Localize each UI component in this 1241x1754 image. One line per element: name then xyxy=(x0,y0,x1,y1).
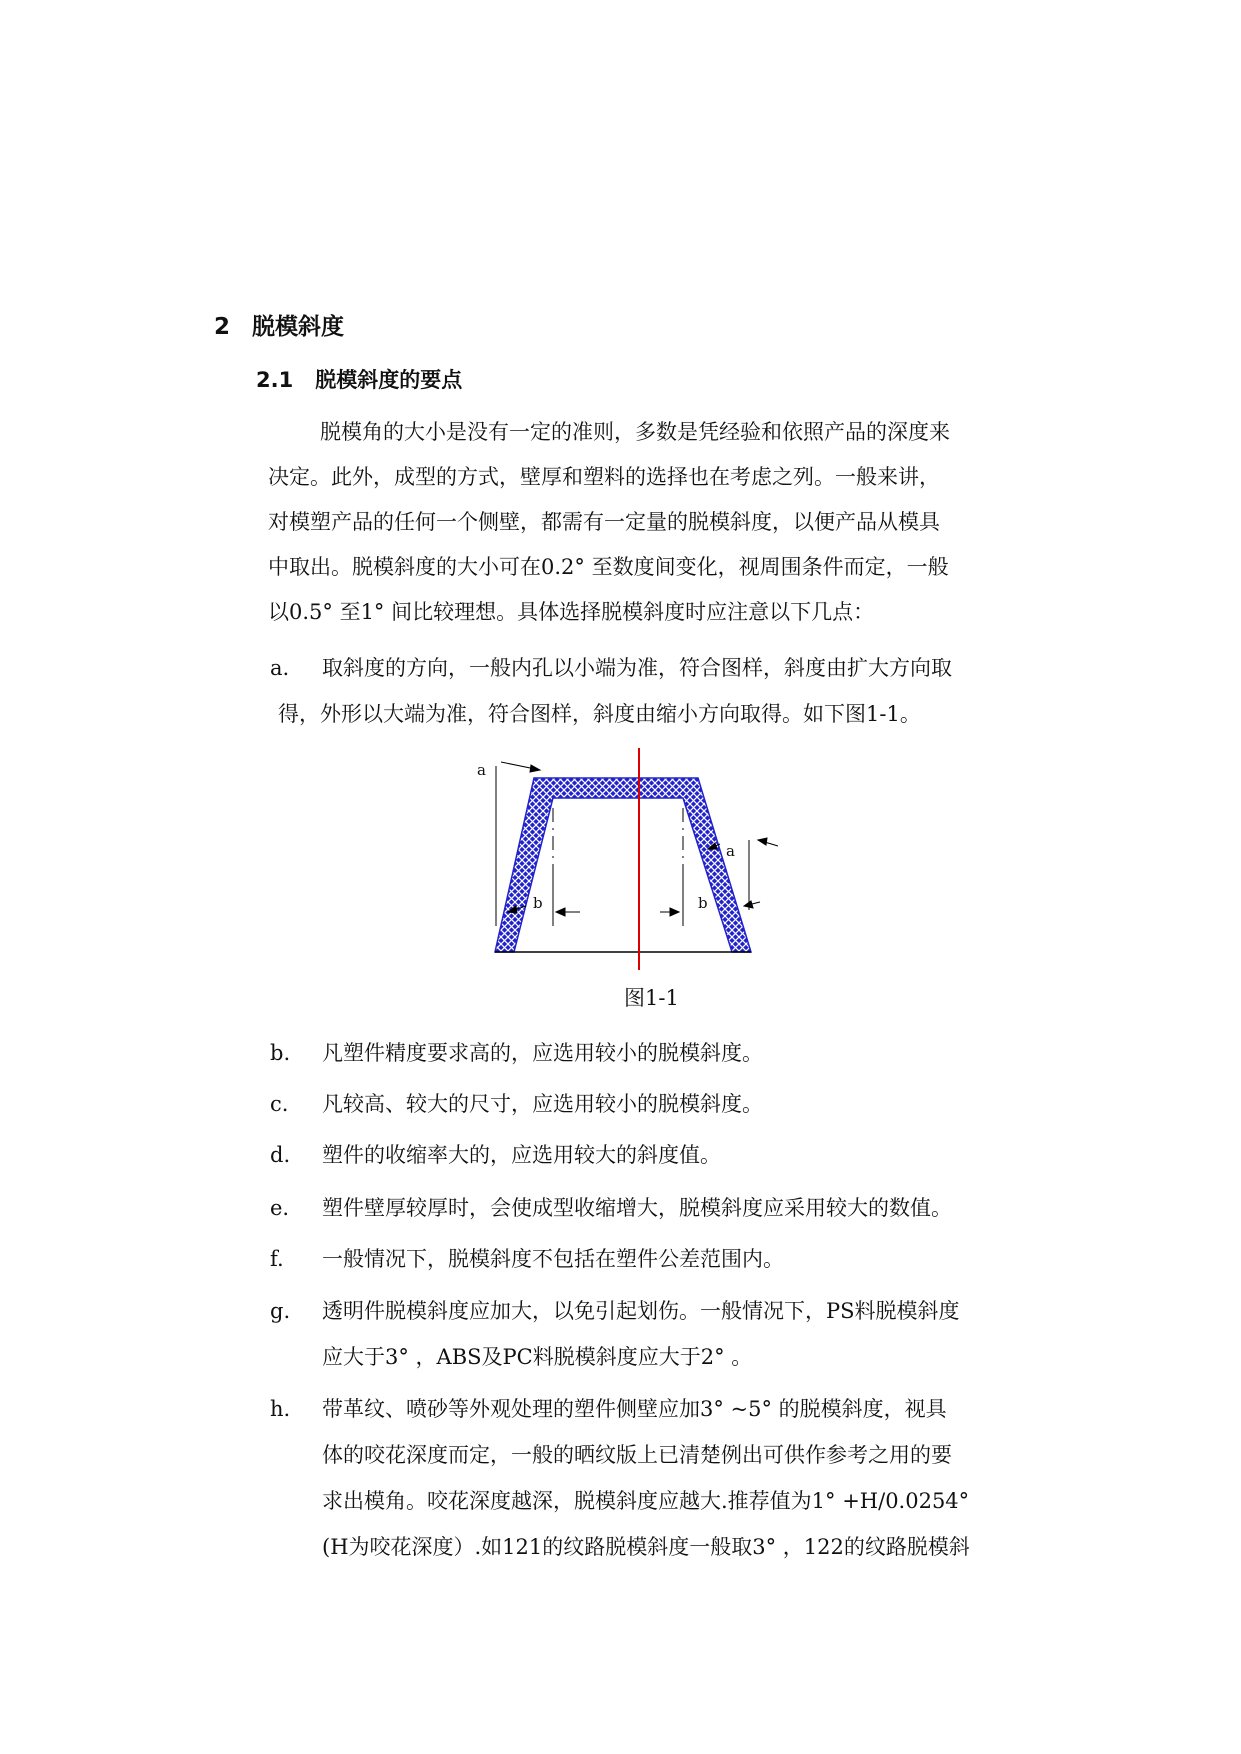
label-b-left: b xyxy=(533,894,543,912)
intro-line: 以0.5° 至1° 间比较理想。具体选择脱模斜度时应注意以下几点： xyxy=(268,600,875,624)
part-wall-section xyxy=(495,778,751,952)
item-mark: b. xyxy=(270,1041,291,1065)
label-b-right: b xyxy=(698,894,708,912)
item-text: (H为咬花深度）.如121的纹路脱模斜度一般取3° ，122的纹路脱模斜 xyxy=(322,1535,970,1559)
subsection-number: 2.1 xyxy=(256,368,294,392)
item-mark: d. xyxy=(270,1143,291,1167)
item-text: 得，外形以大端为准，符合图样，斜度由缩小方向取得。如下图1-1。 xyxy=(278,702,921,726)
item-text: 带革纹、喷砂等外观处理的塑件侧壁应加3° ~5° 的脱模斜度，视具 xyxy=(322,1397,947,1421)
item-mark: c. xyxy=(270,1092,289,1116)
item-text: 取斜度的方向，一般内孔以小端为准，符合图样，斜度由扩大方向取 xyxy=(322,656,952,680)
item-text: 透明件脱模斜度应加大，以免引起划伤。一般情况下，PS料脱模斜度 xyxy=(322,1299,960,1323)
intro-paragraph xyxy=(268,410,1080,635)
figure-caption: 图1-1 xyxy=(624,986,679,1010)
subsection-heading xyxy=(256,364,462,394)
intro-line: 脱模角的大小是没有一定的准则，多数是凭经验和依照产品的深度来 xyxy=(320,420,950,444)
intro-line: 对模塑产品的任何一个侧壁，都需有一定量的脱模斜度，以便产品从模具 xyxy=(268,510,940,534)
item-text: 塑件壁厚较厚时，会使成型收缩增大，脱模斜度应采用较大的数值。 xyxy=(322,1196,952,1220)
item-text: 应大于3° ，ABS及PC料脱模斜度应大于2° 。 xyxy=(322,1345,753,1369)
item-text: 凡较高、较大的尺寸，应选用较小的脱模斜度。 xyxy=(322,1092,763,1116)
subsection-title: 脱模斜度的要点 xyxy=(315,368,463,392)
item-mark: e. xyxy=(270,1196,290,1220)
item-text: 凡塑件精度要求高的，应选用较小的脱模斜度。 xyxy=(322,1041,763,1065)
intro-line: 决定。此外，成型的方式，壁厚和塑料的选择也在考虑之列。一般来讲， xyxy=(268,465,940,489)
item-mark: f. xyxy=(270,1247,284,1271)
item-text: 体的咬花深度而定，一般的晒纹版上已清楚例出可供作参考之用的要 xyxy=(322,1443,952,1467)
item-mark: a. xyxy=(270,656,290,680)
item-mark: h. xyxy=(270,1397,291,1421)
item-text: 求出模角。咬花深度越深，脱模斜度应越大.推荐值为1° +H/0.0254° xyxy=(322,1489,970,1513)
item-mark: g. xyxy=(270,1299,291,1323)
item-text: 一般情况下，脱模斜度不包括在塑件公差范围内。 xyxy=(322,1247,784,1271)
label-a-left: a xyxy=(477,761,486,779)
section-number: 2 xyxy=(214,314,231,340)
label-a-right: a xyxy=(726,842,735,860)
intro-line: 中取出。脱模斜度的大小可在0.2° 至数度间变化，视周围条件而定，一般 xyxy=(268,555,949,579)
section-title: 脱模斜度 xyxy=(252,314,345,340)
draft-angle-diagram xyxy=(477,748,804,970)
section-heading xyxy=(214,308,344,341)
item-text: 塑件的收缩率大的，应选用较大的斜度值。 xyxy=(322,1143,721,1167)
